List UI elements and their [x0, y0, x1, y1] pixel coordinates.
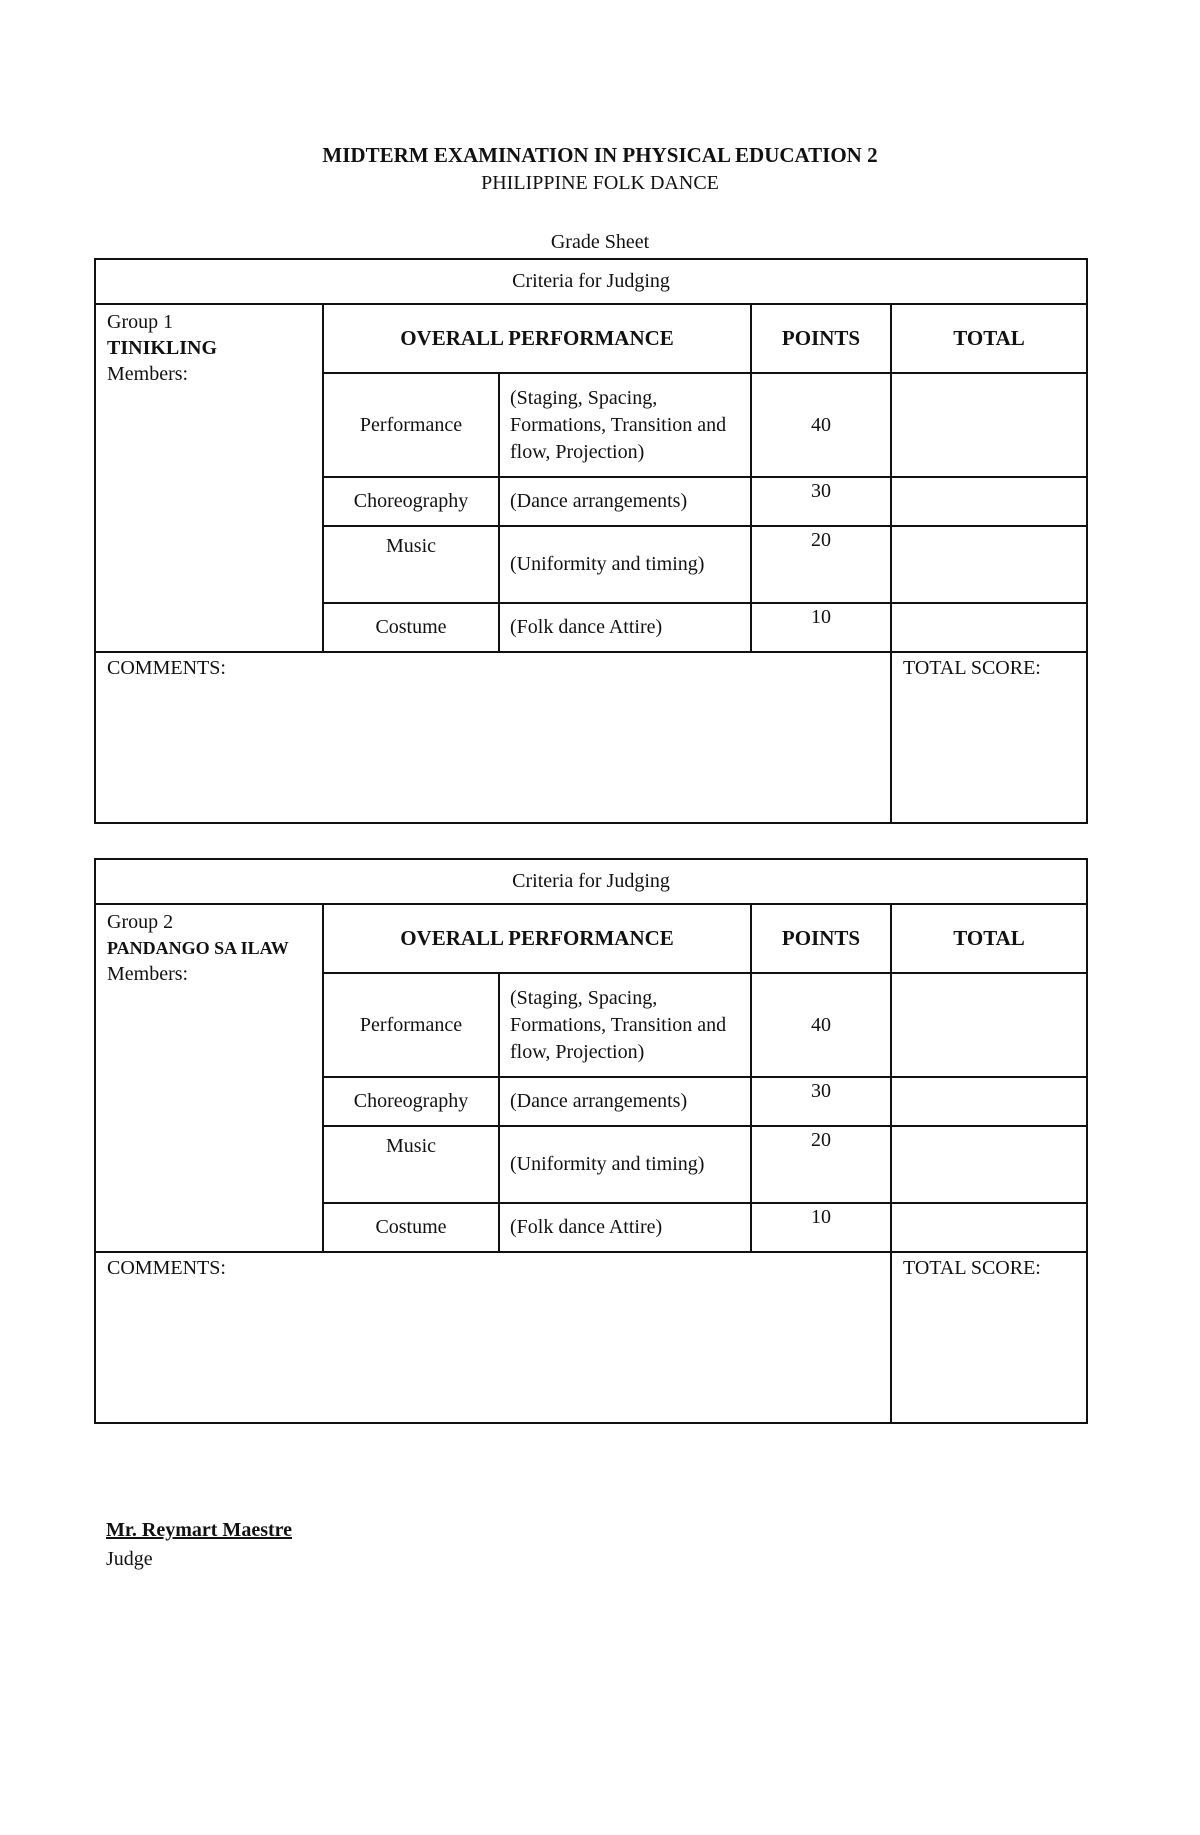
criterion-description: (Staging, Spacing, Formations, Transition and flow, Projection)	[499, 973, 751, 1077]
overall-performance-header: OVERALL PERFORMANCE	[323, 904, 751, 973]
grade-table-group-2	[94, 858, 1088, 1424]
dance-name: PANDANGO SA ILAW	[107, 938, 289, 958]
group-label: Group 1	[107, 311, 174, 333]
criterion-points: 20	[751, 1126, 891, 1203]
group-label: Group 2	[107, 911, 174, 933]
criterion-points: 30	[751, 477, 891, 526]
criterion-label: Costume	[323, 603, 499, 652]
criteria-title: Criteria for Judging	[95, 859, 1087, 904]
criterion-total-field[interactable]	[891, 603, 1087, 652]
points-header: POINTS	[751, 304, 891, 373]
total-score-field[interactable]	[891, 652, 1087, 823]
total-score-label: TOTAL SCORE:	[903, 1257, 1041, 1279]
criterion-label: Performance	[323, 373, 499, 477]
total-score-field[interactable]	[891, 1252, 1087, 1423]
criterion-points: 10	[751, 1203, 891, 1252]
total-score-label: TOTAL SCORE:	[903, 657, 1041, 679]
judge-role: Judge	[106, 1548, 153, 1570]
criterion-label: Music	[323, 526, 499, 603]
judge-name: Mr. Reymart Maestre	[106, 1519, 293, 1541]
dance-name: TINIKLING	[107, 337, 218, 359]
criterion-description: (Uniformity and timing)	[499, 526, 751, 603]
criterion-description: (Dance arrangements)	[499, 477, 751, 526]
criterion-total-field[interactable]	[891, 1126, 1087, 1203]
grade-table-group-1	[94, 258, 1088, 824]
criterion-points: 40	[751, 373, 891, 477]
criterion-description: (Uniformity and timing)	[499, 1126, 751, 1203]
criterion-total-field[interactable]	[891, 973, 1087, 1077]
criterion-points: 20	[751, 526, 891, 603]
comments-field[interactable]	[95, 652, 891, 823]
criterion-label: Performance	[323, 973, 499, 1077]
criterion-label: Choreography	[323, 477, 499, 526]
criterion-description: (Folk dance Attire)	[499, 603, 751, 652]
criterion-total-field[interactable]	[891, 477, 1087, 526]
criterion-total-field[interactable]	[891, 1077, 1087, 1126]
criterion-description: (Folk dance Attire)	[499, 1203, 751, 1252]
group-info-cell	[95, 304, 323, 652]
criterion-total-field[interactable]	[891, 373, 1087, 477]
comments-field[interactable]	[95, 1252, 891, 1423]
grade-sheet-label: Grade Sheet	[550, 231, 650, 253]
criterion-points: 40	[751, 973, 891, 1077]
criterion-total-field[interactable]	[891, 526, 1087, 603]
exam-title: MIDTERM EXAMINATION IN PHYSICAL EDUCATION 2	[322, 143, 878, 167]
points-header: POINTS	[751, 904, 891, 973]
criterion-total-field[interactable]	[891, 1203, 1087, 1252]
comments-label: COMMENTS:	[107, 657, 226, 679]
criterion-label: Choreography	[323, 1077, 499, 1126]
total-header: TOTAL	[891, 304, 1087, 373]
members-label: Members:	[107, 363, 189, 385]
criterion-label: Music	[323, 1126, 499, 1203]
exam-subtitle: PHILIPPINE FOLK DANCE	[481, 172, 719, 194]
criterion-description: (Staging, Spacing, Formations, Transition and flow, Projection)	[499, 373, 751, 477]
criterion-label: Costume	[323, 1203, 499, 1252]
criterion-description: (Dance arrangements)	[499, 1077, 751, 1126]
total-header: TOTAL	[891, 904, 1087, 973]
criteria-title: Criteria for Judging	[95, 259, 1087, 304]
criterion-points: 10	[751, 603, 891, 652]
group-info-cell	[95, 904, 323, 1252]
criterion-points: 30	[751, 1077, 891, 1126]
comments-label: COMMENTS:	[107, 1257, 226, 1279]
members-label: Members:	[107, 963, 189, 985]
overall-performance-header: OVERALL PERFORMANCE	[323, 304, 751, 373]
